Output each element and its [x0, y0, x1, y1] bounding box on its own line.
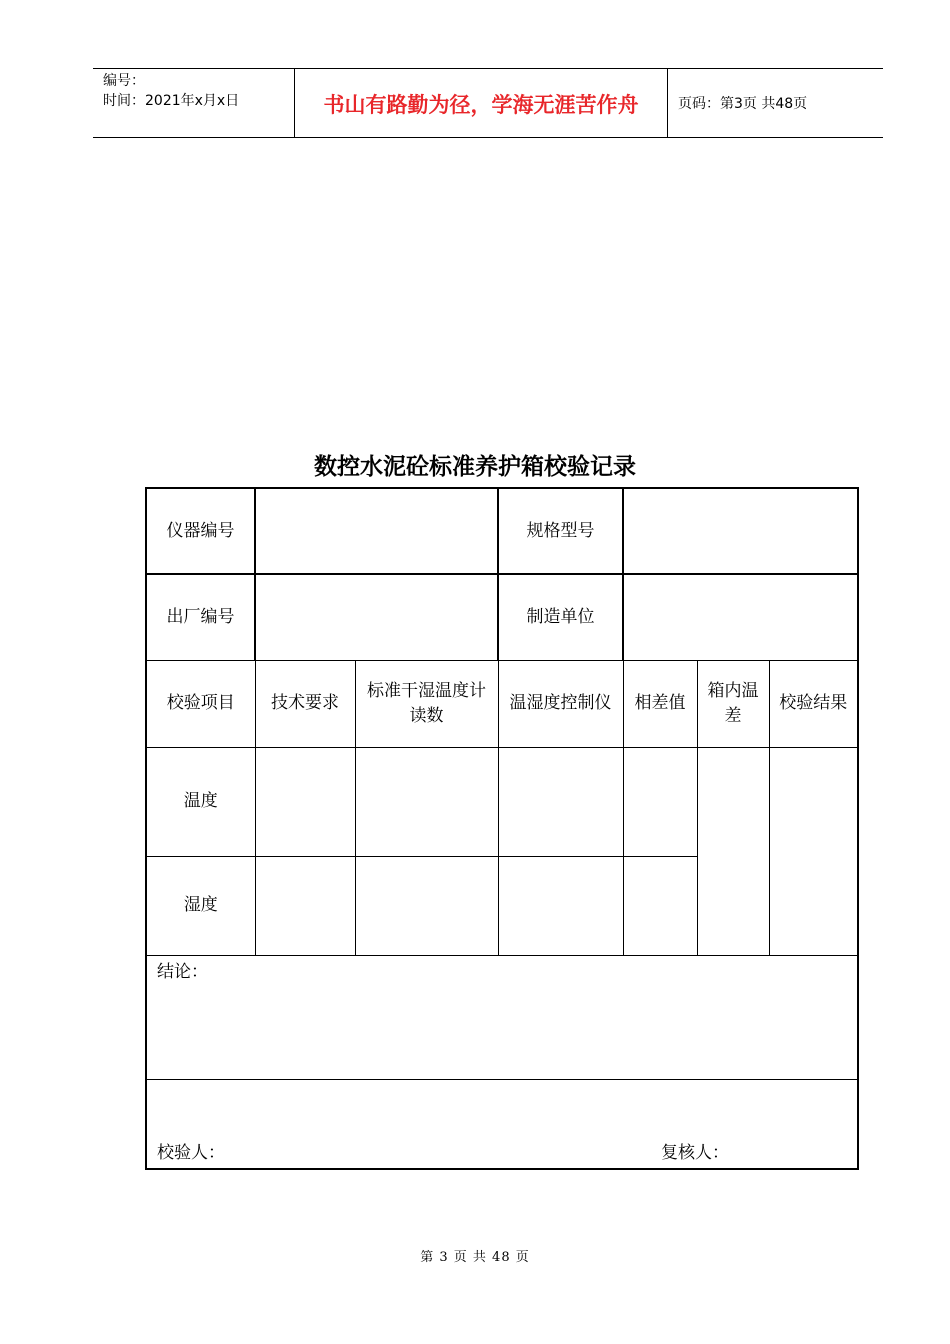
header-page-info: 页码：第3页 共48页 [678, 96, 808, 112]
manufacturer-field[interactable] [623, 574, 858, 660]
record-title: 数控水泥砼标准养护箱校验记录 [314, 453, 636, 480]
conclusion-label: 结论： [157, 961, 208, 982]
humidity-diff-cell[interactable] [623, 856, 697, 955]
row-humidity-label: 湿度 [146, 856, 255, 955]
header-inner-diff: 箱内温差 [697, 660, 769, 747]
page-header [93, 68, 883, 138]
humidity-std-reading-cell[interactable] [355, 856, 498, 955]
reviewer-label: 复核人： [661, 1143, 730, 1163]
header-diff: 相差值 [623, 660, 697, 747]
manufacturer-label: 制造单位 [498, 574, 623, 660]
header-std-meter-line2: 读数 [409, 705, 444, 726]
factory-no-label: 出厂编号 [146, 574, 255, 660]
header-std-meter [355, 660, 498, 747]
page-footer: 第 3 页 共 48 页 [420, 1250, 530, 1265]
header-result: 校验结果 [769, 660, 858, 747]
model-label: 规格型号 [498, 488, 623, 574]
header-meta [103, 71, 239, 111]
header-divider [667, 69, 668, 137]
code-label: 编号： [103, 73, 145, 89]
model-field[interactable] [623, 488, 858, 574]
time-label: 时间：2021年x月x日 [103, 93, 240, 109]
temperature-controller-cell[interactable] [498, 747, 623, 856]
temperature-std-reading-cell[interactable] [355, 747, 498, 856]
header-tech-req: 技术要求 [255, 660, 355, 747]
row-temperature-label: 温度 [146, 747, 255, 856]
calibration-record-table [145, 487, 859, 1170]
header-std-meter-line1: 标准干湿温度计 [367, 680, 486, 701]
instrument-no-field[interactable] [255, 488, 498, 574]
conclusion-cell[interactable] [146, 955, 858, 1079]
temperature-tech-req-cell[interactable] [255, 747, 355, 856]
header-item: 校验项目 [146, 660, 255, 747]
inner-diff-cell[interactable] [697, 747, 769, 955]
signature-row [146, 1079, 858, 1169]
header-motto: 书山有路勤为径，学海无涯苦作舟 [323, 92, 639, 117]
result-cell[interactable] [769, 747, 858, 955]
humidity-controller-cell[interactable] [498, 856, 623, 955]
inspector-label: 校验人： [157, 1143, 225, 1163]
header-controller: 温湿度控制仪 [498, 660, 623, 747]
factory-no-field[interactable] [255, 574, 498, 660]
instrument-no-label: 仪器编号 [146, 488, 255, 574]
humidity-tech-req-cell[interactable] [255, 856, 355, 955]
temperature-diff-cell[interactable] [623, 747, 697, 856]
